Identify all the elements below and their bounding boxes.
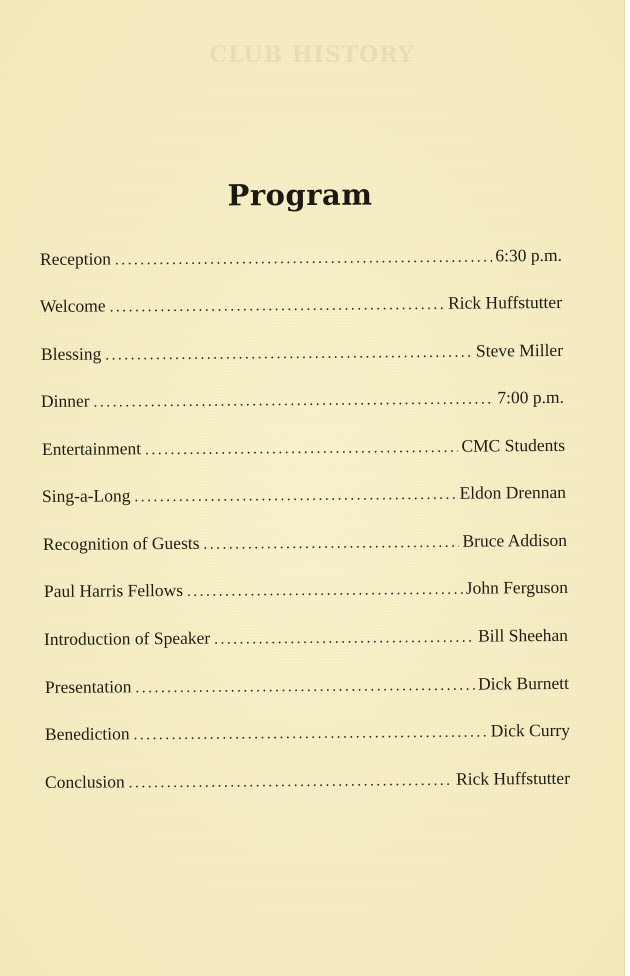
program-item-recognition-of-guests (43, 530, 567, 555)
dot-leader (187, 582, 463, 601)
program-item-blessing (41, 340, 563, 365)
program-item-label: Benediction (44, 723, 130, 744)
dot-leader (134, 487, 456, 507)
program-item-label: Conclusion (44, 771, 125, 792)
dot-leader (105, 345, 473, 365)
page-title: Program (227, 177, 373, 213)
program-item-value: Bruce Addison (462, 529, 568, 551)
program-item-presentation (45, 673, 569, 698)
program-item-value: Dick Burnett (478, 672, 570, 694)
program-item-label: Recognition of Guests (42, 532, 200, 554)
dot-leader (203, 535, 459, 554)
program-item-introduction-of-speaker (44, 625, 568, 650)
dot-leader (129, 773, 453, 793)
program-item-label: Paul Harris Fellows (43, 579, 184, 601)
program-item-value: Eldon Drennan (459, 481, 567, 503)
program-item-label: Presentation (44, 676, 132, 697)
dot-leader (115, 249, 493, 269)
program-item-label: Dinner (40, 390, 90, 411)
program-item-label: Reception (39, 248, 112, 269)
program-item-label: Blessing (40, 343, 102, 364)
program-item-value: 7:00 p.m. (497, 386, 565, 408)
program-item-value: Dick Curry (490, 719, 571, 741)
program-item-label: Entertainment (41, 438, 142, 459)
program-item-value: Rick Huffstutter (455, 767, 571, 789)
program-item-dinner (41, 387, 564, 412)
program-item-paul-harris-fellows (44, 577, 568, 602)
program-item-sing-a-long (42, 482, 566, 507)
program-item-conclusion (45, 768, 570, 793)
dot-leader (94, 391, 495, 411)
dot-leader (135, 678, 475, 698)
program-item-label: Sing-a-Long (41, 485, 131, 506)
program-item-label: Introduction of Speaker (43, 627, 211, 649)
program-item-label: Welcome (39, 295, 106, 316)
program-item-benediction (45, 720, 570, 745)
dot-leader (110, 297, 446, 317)
program-item-entertainment (42, 435, 565, 460)
reverse-side-bleedthrough: CLUB HISTORY (209, 42, 415, 68)
program-item-value: 6:30 p.m. (495, 244, 563, 266)
dot-leader (145, 440, 458, 459)
program-item-value: John Ferguson (465, 576, 569, 598)
program-item-value: CMC Students (461, 434, 566, 456)
program-item-value: Steve Miller (475, 339, 564, 361)
program-item-value: Rick Huffstutter (447, 291, 563, 313)
program-item-value: Bill Sheehan (477, 624, 569, 646)
dot-leader (134, 725, 488, 745)
program-item-welcome (40, 292, 562, 317)
program-item-reception (40, 245, 562, 270)
dot-leader (214, 630, 475, 649)
